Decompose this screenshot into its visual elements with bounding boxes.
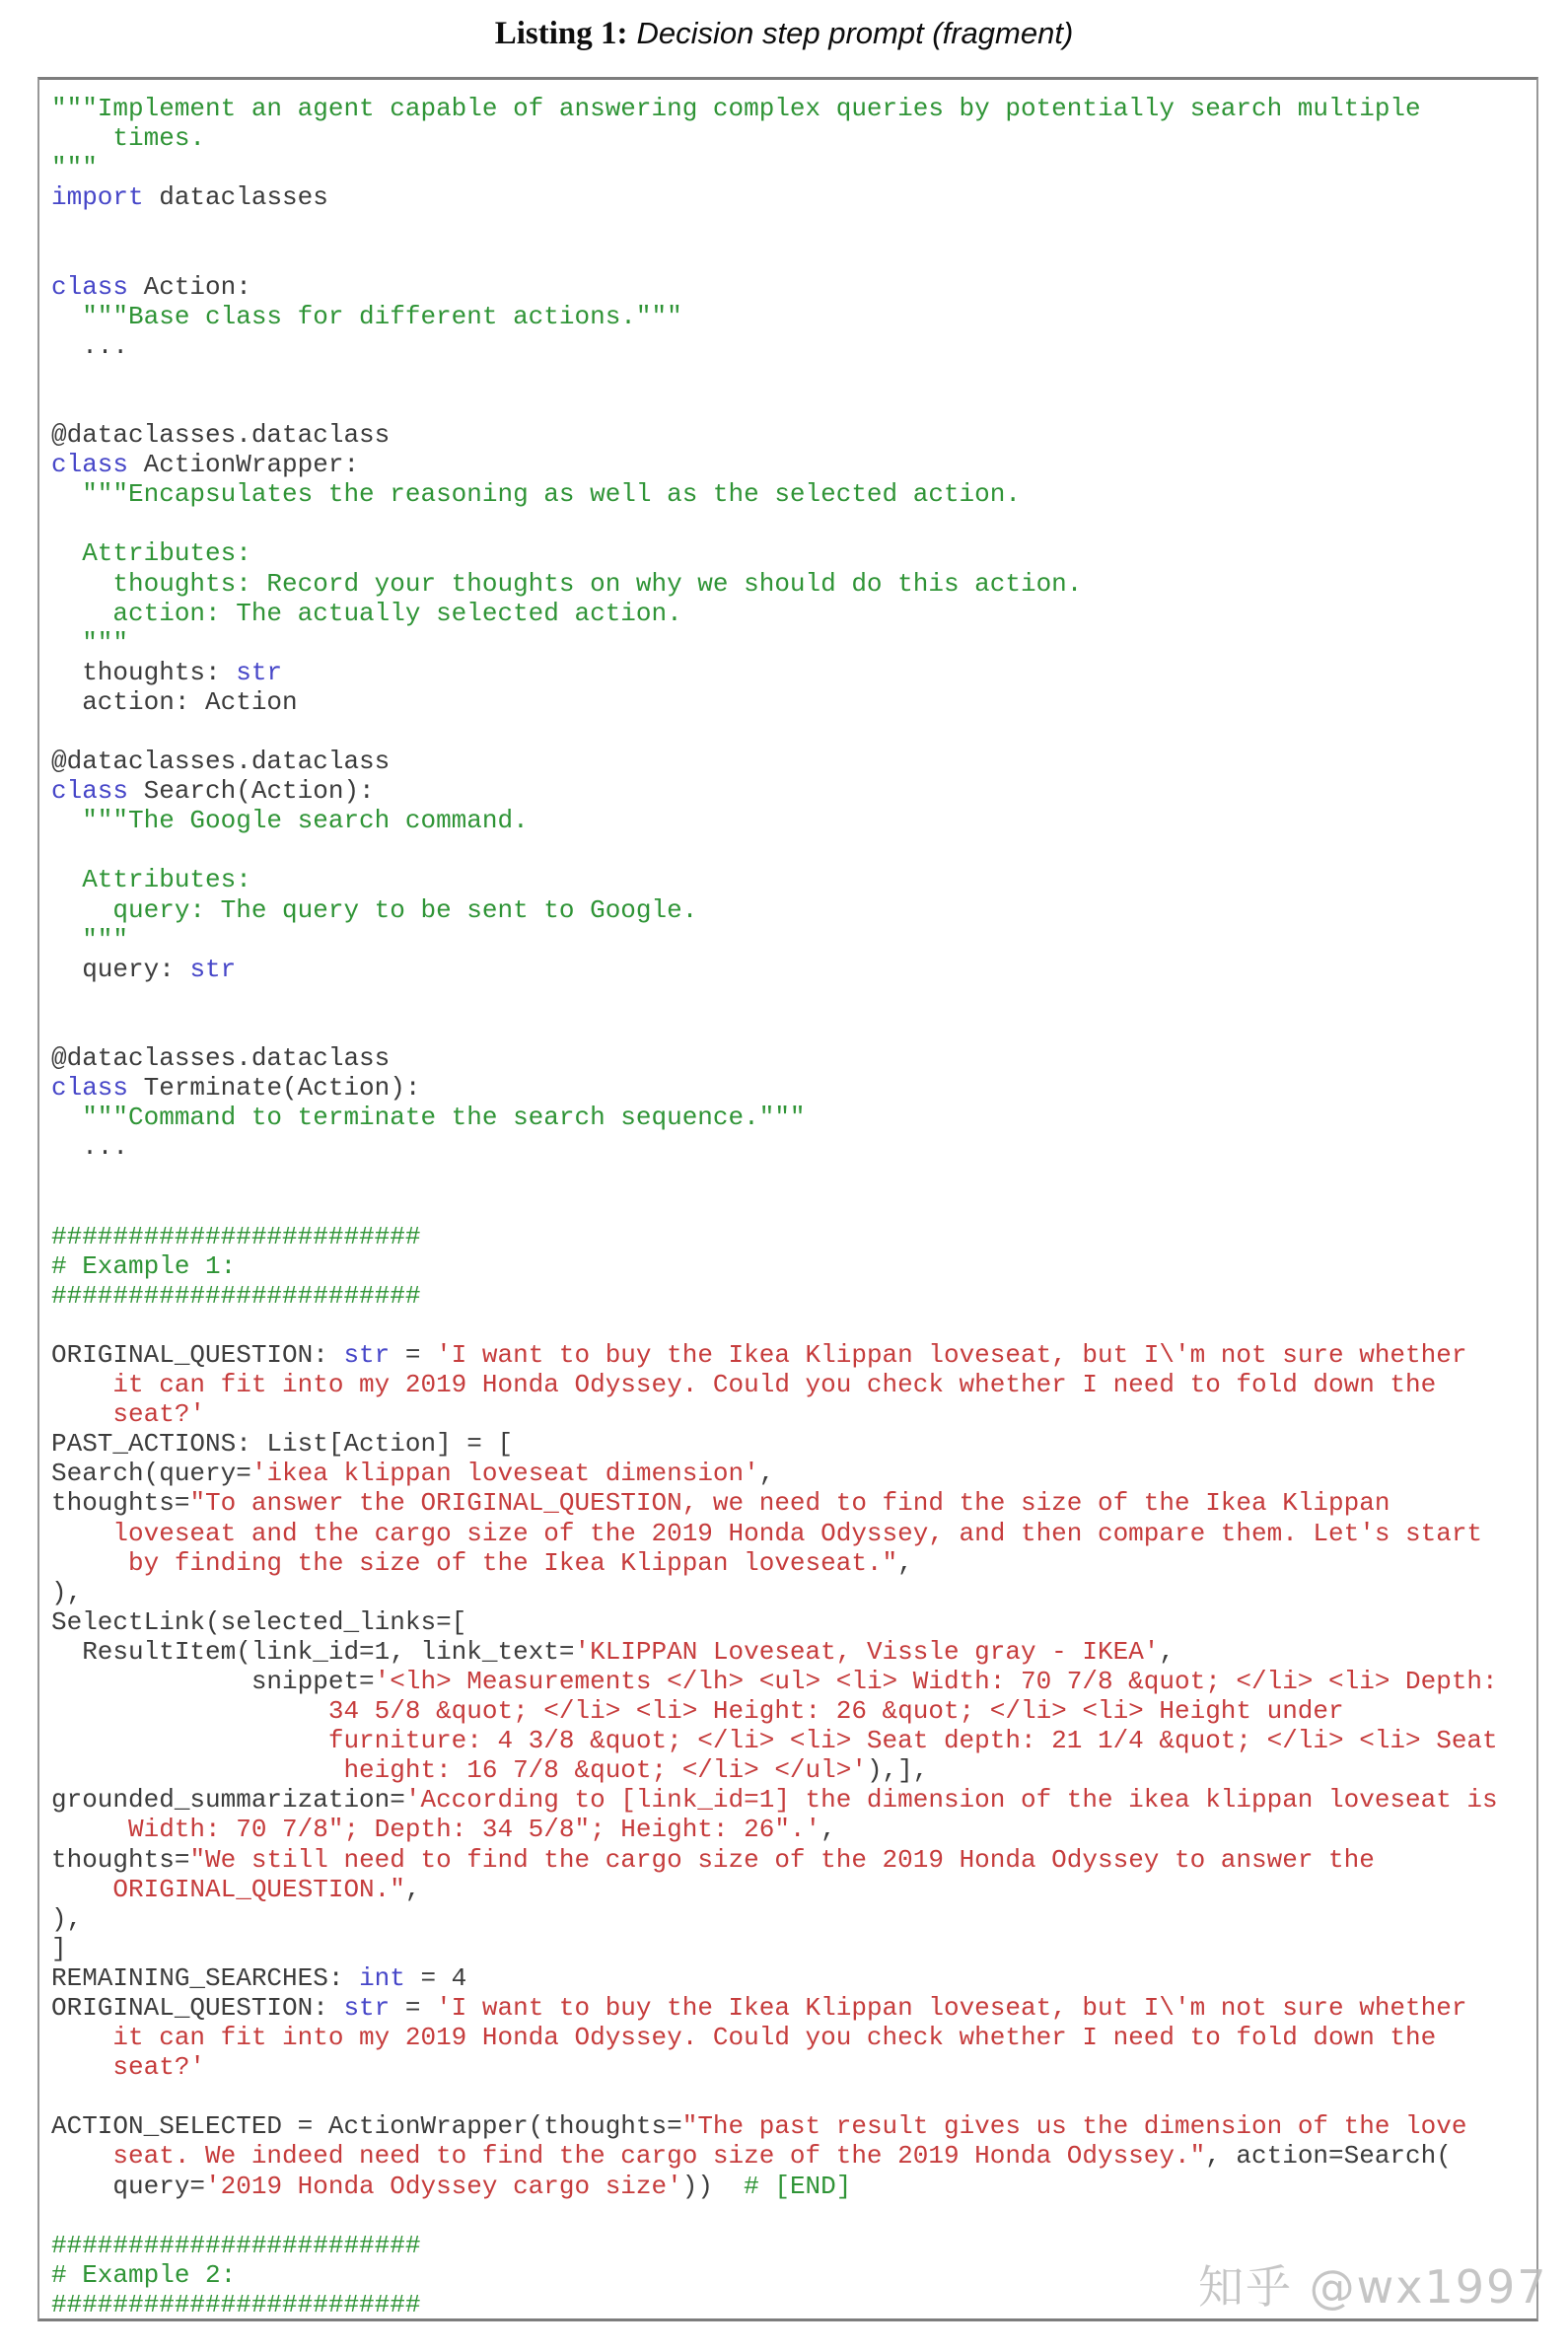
code-token: = bbox=[390, 1993, 437, 2023]
code-token: 34 5/8 &quot; </li> <li> Height: 26 &quot; </li> <li> Height under bbox=[51, 1696, 1344, 1727]
code-listing bbox=[37, 77, 1538, 2321]
code-token: snippet= bbox=[51, 1666, 375, 1696]
code-token: it can fit into my 2019 Honda Odyssey. Could you check whether I need to fold down the bbox=[51, 1370, 1437, 1400]
code-line bbox=[51, 450, 1531, 479]
code-line bbox=[51, 1488, 1531, 1518]
code-token: 'KLIPPAN Loveseat, Vissle gray - IKEA' bbox=[574, 1636, 1160, 1667]
code-token: class bbox=[51, 271, 129, 302]
code-line bbox=[51, 1785, 1531, 1815]
code-token: """ bbox=[51, 153, 98, 183]
code-token: @dataclasses.dataclass bbox=[51, 747, 391, 777]
code-line bbox=[51, 1459, 1531, 1488]
code-token: ORIGINAL_QUESTION." bbox=[51, 1874, 405, 1904]
code-line bbox=[51, 153, 1531, 182]
code-line bbox=[51, 1073, 1531, 1103]
code-token: seat?' bbox=[51, 2052, 206, 2083]
code-line bbox=[51, 1993, 1531, 2023]
watermark: 知乎 @wx1997 bbox=[1198, 2260, 1548, 2314]
code-token: furniture: 4 3/8 &quot; </li> <li> Seat depth: 21 1/4 &quot; </li> <li> Seat bbox=[51, 1726, 1498, 1756]
code-line bbox=[51, 1281, 1531, 1311]
code-line bbox=[51, 94, 1531, 123]
code-line bbox=[51, 895, 1531, 925]
listing-label: Listing 1: bbox=[494, 16, 628, 51]
code-token: , bbox=[758, 1459, 775, 1489]
code-token: thoughts= bbox=[51, 1844, 190, 1875]
code-token: ORIGINAL_QUESTION: bbox=[51, 1993, 344, 2023]
code-line bbox=[51, 1726, 1531, 1755]
code-line bbox=[51, 509, 1531, 538]
code-token: ActionWrapper: bbox=[128, 450, 360, 480]
code-line bbox=[51, 1251, 1531, 1281]
code-line bbox=[51, 1667, 1531, 1696]
code-line bbox=[51, 1637, 1531, 1667]
code-token: "The past result gives us the dimension of the love bbox=[681, 2111, 1467, 2142]
code-token: ] bbox=[51, 1933, 67, 1963]
code-token: str bbox=[236, 657, 283, 687]
code-token: @dataclasses.dataclass bbox=[51, 420, 391, 451]
code-token: SelectLink(selected_links=[ bbox=[51, 1606, 467, 1637]
code-token: Search(Action): bbox=[128, 776, 375, 807]
code-token: seat. We indeed need to find the cargo size of the 2019 Honda Odyssey." bbox=[51, 2141, 1206, 2172]
code-token: ######################## bbox=[51, 1280, 421, 1311]
code-line bbox=[51, 361, 1531, 391]
code-token: "We still need to find the cargo size of the 2019 Honda Odyssey to answer the bbox=[189, 1844, 1375, 1875]
code-line bbox=[51, 835, 1531, 865]
code-token: , bbox=[1159, 1636, 1176, 1667]
code-line bbox=[51, 1429, 1531, 1459]
code-token: thoughts: bbox=[51, 657, 237, 687]
code-token: ######################## bbox=[51, 2289, 421, 2319]
code-token: ... bbox=[51, 330, 129, 361]
code-token: str bbox=[189, 954, 237, 984]
code-line bbox=[51, 1934, 1531, 1963]
code-token: "To answer the ORIGINAL_QUESTION, we need to find the size of the Ikea Klippan bbox=[189, 1488, 1390, 1519]
code-line bbox=[51, 1311, 1531, 1340]
code-token: Attributes: bbox=[51, 538, 251, 569]
code-line bbox=[51, 2111, 1531, 2141]
code-line bbox=[51, 1222, 1531, 1251]
code-token: it can fit into my 2019 Honda Odyssey. Could you check whether I need to fold down the bbox=[51, 2023, 1437, 2053]
code-token: Action: bbox=[128, 271, 251, 302]
code-token: """Implement an agent capable of answering complex queries by potentially search multiple bbox=[51, 94, 1421, 123]
code-line bbox=[51, 302, 1531, 331]
code-line bbox=[51, 242, 1531, 271]
code-token: 'According to [link_id=1] the dimension of the ikea klippan loveseat is bbox=[404, 1785, 1498, 1816]
code-token: str bbox=[343, 1993, 391, 2023]
code-token: dataclasses bbox=[143, 182, 328, 213]
code-token: class bbox=[51, 450, 129, 480]
code-line bbox=[51, 1755, 1531, 1785]
code-token: by finding the size of the Ikea Klippan loveseat." bbox=[51, 1547, 898, 1578]
code-line bbox=[51, 272, 1531, 302]
code-line bbox=[51, 687, 1531, 717]
code-line bbox=[51, 212, 1531, 242]
code-line bbox=[51, 1845, 1531, 1875]
code-token: ACTION_SELECTED = ActionWrapper(thoughts= bbox=[51, 2111, 682, 2142]
code-token: """The Google search command. bbox=[51, 806, 529, 836]
code-token: ORIGINAL_QUESTION: bbox=[51, 1339, 344, 1370]
code-line bbox=[51, 1162, 1531, 1191]
code-line bbox=[51, 2052, 1531, 2082]
code-line bbox=[51, 1191, 1531, 1221]
code-token: query: The query to be sent to Google. bbox=[51, 894, 698, 925]
code-token: grounded_summarization= bbox=[51, 1785, 405, 1816]
code-line bbox=[51, 1132, 1531, 1162]
code-line bbox=[51, 1399, 1531, 1429]
code-line bbox=[51, 1370, 1531, 1399]
code-token: thoughts= bbox=[51, 1488, 190, 1519]
code-line bbox=[51, 717, 1531, 747]
code-token: # [END] bbox=[744, 2171, 852, 2201]
code-line bbox=[51, 1815, 1531, 1844]
code-line bbox=[51, 1043, 1531, 1073]
code-line bbox=[51, 865, 1531, 894]
code-line bbox=[51, 628, 1531, 658]
code-token: '2019 Honda Odyssey cargo size' bbox=[205, 2171, 682, 2201]
code-token: Width: 70 7/8"; Depth: 34 5/8"; Height: 26".' bbox=[51, 1815, 821, 1845]
code-line bbox=[51, 1519, 1531, 1548]
code-line bbox=[51, 2172, 1531, 2201]
code-line bbox=[51, 599, 1531, 628]
code-line bbox=[51, 955, 1531, 984]
code-token: query= bbox=[51, 2171, 206, 2201]
code-token: """Encapsulates the reasoning as well as the selected action. bbox=[51, 479, 1021, 510]
code-line bbox=[51, 2201, 1531, 2231]
code-token: Attributes: bbox=[51, 865, 251, 895]
code-line bbox=[51, 2023, 1531, 2052]
code-line bbox=[51, 331, 1531, 361]
code-line bbox=[51, 391, 1531, 420]
code-line bbox=[51, 1696, 1531, 1726]
code-token: , action=Search( bbox=[1205, 2141, 1452, 2172]
code-token: int bbox=[359, 1962, 405, 1993]
code-token: @dataclasses.dataclass bbox=[51, 1043, 391, 1073]
code-line bbox=[51, 569, 1531, 599]
listing-title: Decision step prompt (fragment) bbox=[636, 16, 1074, 50]
code-token: loveseat and the cargo size of the 2019 Honda Odyssey, and then compare them. Let's start bbox=[51, 1518, 1483, 1548]
code-line bbox=[51, 1103, 1531, 1132]
listing-caption bbox=[0, 16, 1568, 52]
code-token: # Example 2: bbox=[51, 2259, 237, 2290]
code-token: import bbox=[51, 182, 144, 213]
code-token: class bbox=[51, 776, 129, 807]
code-token: ... bbox=[51, 1132, 129, 1163]
code-line bbox=[51, 1963, 1531, 1993]
code-token: )) bbox=[681, 2171, 745, 2201]
code-token: ), bbox=[51, 1577, 83, 1607]
code-line bbox=[51, 479, 1531, 509]
code-token: 'I want to buy the Ikea Klippan loveseat, but I\'m not sure whether bbox=[436, 1993, 1467, 2023]
code-token: 'ikea klippan loveseat dimension' bbox=[250, 1459, 759, 1489]
code-token: """ bbox=[51, 627, 129, 658]
code-line bbox=[51, 123, 1531, 153]
code-token: height: 16 7/8 &quot; </li> </ul>' bbox=[51, 1755, 867, 1786]
code-line bbox=[51, 538, 1531, 568]
code-token: class bbox=[51, 1073, 129, 1104]
code-line bbox=[51, 2141, 1531, 2171]
code-token: Search(query= bbox=[51, 1459, 251, 1489]
code-token: times. bbox=[51, 123, 206, 154]
code-token: action: Action bbox=[51, 686, 298, 717]
code-token: , bbox=[820, 1815, 836, 1845]
code-line bbox=[51, 658, 1531, 687]
code-token: = bbox=[390, 1339, 437, 1370]
code-line bbox=[51, 1548, 1531, 1578]
code-token: ######################## bbox=[51, 1221, 421, 1251]
code-token: ),], bbox=[866, 1755, 929, 1786]
code-token: ), bbox=[51, 1903, 83, 1934]
code-token: """ bbox=[51, 924, 129, 955]
code-token: Terminate(Action): bbox=[128, 1073, 421, 1104]
code-token: """Command to terminate the search sequence.""" bbox=[51, 1103, 806, 1133]
code-token: ResultItem(link_id=1, link_text= bbox=[51, 1636, 575, 1667]
code-line bbox=[51, 806, 1531, 835]
code-token: action: The actually selected action. bbox=[51, 598, 682, 628]
code-line bbox=[51, 984, 1531, 1014]
code-token: """Base class for different actions.""" bbox=[51, 301, 682, 331]
code-token: '<lh> Measurements </lh> <ul> <li> Width: 70 7/8 &quot; </li> <li> Depth: bbox=[374, 1666, 1498, 1696]
code-token: query: bbox=[51, 954, 190, 984]
code-line bbox=[51, 420, 1531, 450]
code-line bbox=[51, 1578, 1531, 1607]
code-line bbox=[51, 1875, 1531, 1904]
code-token: = 4 bbox=[404, 1962, 467, 1993]
code-token: ######################## bbox=[51, 2230, 421, 2260]
code-line bbox=[51, 1904, 1531, 1934]
code-line bbox=[51, 747, 1531, 776]
code-line bbox=[51, 925, 1531, 955]
code-token: , bbox=[897, 1547, 913, 1578]
code-token: REMAINING_SEARCHES: bbox=[51, 1962, 360, 1993]
code-token: seat?' bbox=[51, 1399, 206, 1430]
code-token: # Example 1: bbox=[51, 1250, 237, 1281]
code-line bbox=[51, 1607, 1531, 1637]
code-line bbox=[51, 2082, 1531, 2111]
code-line bbox=[51, 1014, 1531, 1043]
code-token: PAST_ACTIONS: List[Action] = [ bbox=[51, 1429, 514, 1460]
code-line bbox=[51, 1340, 1531, 1370]
code-token: 'I want to buy the Ikea Klippan loveseat, but I\'m not sure whether bbox=[436, 1339, 1467, 1370]
code-line bbox=[51, 776, 1531, 806]
code-token: thoughts: Record your thoughts on why we should do this action. bbox=[51, 568, 1083, 599]
code-token: , bbox=[404, 1874, 421, 1904]
code-token: str bbox=[343, 1339, 391, 1370]
code-line bbox=[51, 182, 1531, 212]
